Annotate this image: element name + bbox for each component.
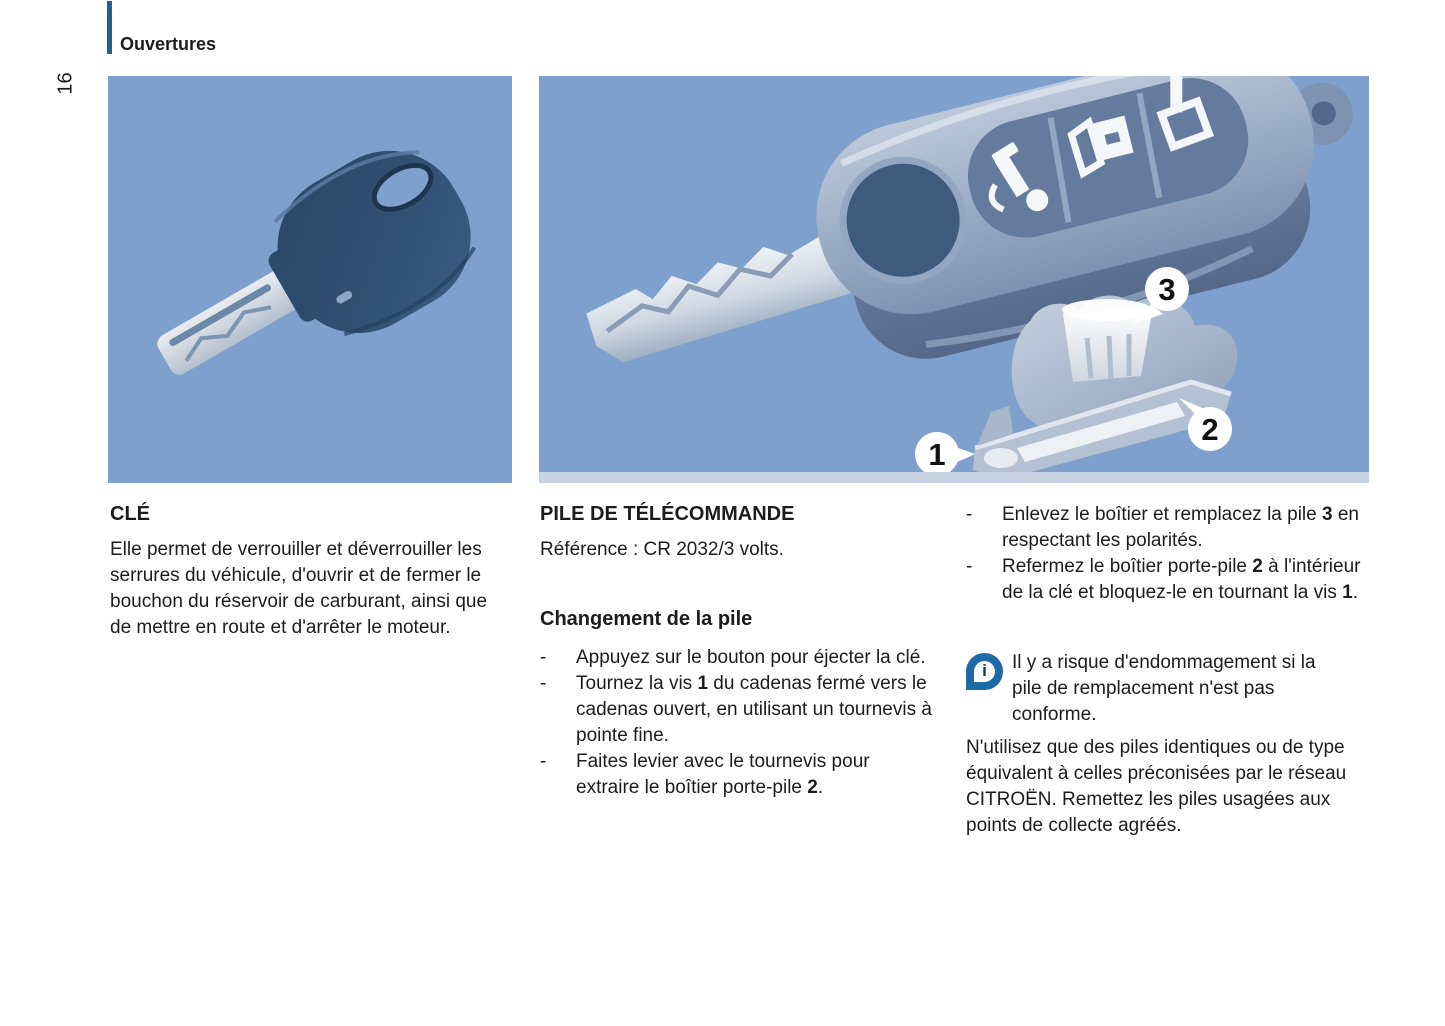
key-illustration — [108, 76, 512, 483]
screw-hole — [984, 448, 1018, 468]
bullet-dash: - — [540, 751, 547, 772]
list-item — [540, 645, 932, 671]
bullet-dash: - — [966, 556, 973, 577]
info-note — [966, 650, 1370, 728]
info-icon-glyph: i — [982, 661, 987, 680]
battery-title: PILE DE TÉLÉCOMMANDE — [540, 503, 795, 525]
remote-key-photo — [539, 76, 1369, 483]
page-number-text: 16 — [54, 71, 77, 95]
bullet-dash: - — [540, 647, 547, 668]
remote-key-illustration — [539, 76, 1369, 483]
list-item — [540, 749, 932, 801]
right-steps — [966, 502, 1370, 606]
battery-section — [540, 502, 932, 801]
bullet-dash: - — [966, 504, 973, 525]
battery-steps — [540, 645, 932, 801]
key-group — [126, 124, 498, 432]
key-photo — [108, 76, 512, 483]
photo-bottom-band — [539, 472, 1369, 483]
page-header — [107, 0, 216, 54]
callout-1-number: 1 — [928, 437, 946, 472]
battery-disposal-text: N'utilisez que des piles identiques ou de type équivalent à celles préconisées par le réseau CITROËN. Remettez les piles usagées aux points de collecte agréés. — [966, 737, 1347, 836]
list-item-text: Refermez le boîtier porte-pile 2 à l'intérieur de la clé et bloquez-le en tournant la vis 1. — [1002, 556, 1361, 603]
info-icon — [966, 653, 1003, 690]
remote-fob-group — [560, 76, 1369, 438]
accent-bar — [107, 1, 112, 54]
info-note-text: Il y a risque d'endommagement si la pile de remplacement n'est pas conforme. — [1012, 652, 1316, 725]
list-item-text: Faites levier avec le tournevis pour extraire le boîtier porte-pile 2. — [576, 751, 870, 798]
list-item — [966, 554, 1370, 606]
battery-top — [1062, 299, 1152, 321]
battery-reference: Référence : CR 2032/3 volts. — [540, 539, 784, 560]
list-item — [966, 502, 1370, 554]
list-item-text: Tournez la vis 1 du cadenas fermé vers le cadenas ouvert, en utilisant un tournevis à pointe fine. — [576, 673, 932, 746]
list-item-text: Appuyez sur le bouton pour éjecter la clé. — [576, 647, 926, 668]
callout-2-number: 2 — [1201, 412, 1219, 447]
battery-subtitle: Changement de la pile — [540, 608, 753, 630]
key-body: Elle permet de verrouiller et déverrouiller les serrures du véhicule, d'ouvrir et de fermer le bouchon du réservoir de carburant, ainsi que de mettre en route et d'arrêter le moteur. — [110, 539, 488, 638]
list-item-text: Enlevez le boîtier et remplacez la pile 3 en respectant les polarités. — [1002, 504, 1359, 551]
section-title: Ouvertures — [120, 34, 217, 54]
bullet-dash: - — [540, 673, 547, 694]
callout-1 — [915, 432, 975, 476]
right-section — [966, 502, 1370, 839]
page-number — [50, 60, 82, 106]
key-title: CLÉ — [110, 503, 150, 525]
list-item — [540, 671, 932, 749]
key-section — [110, 502, 512, 641]
callout-3-number: 3 — [1158, 272, 1176, 307]
